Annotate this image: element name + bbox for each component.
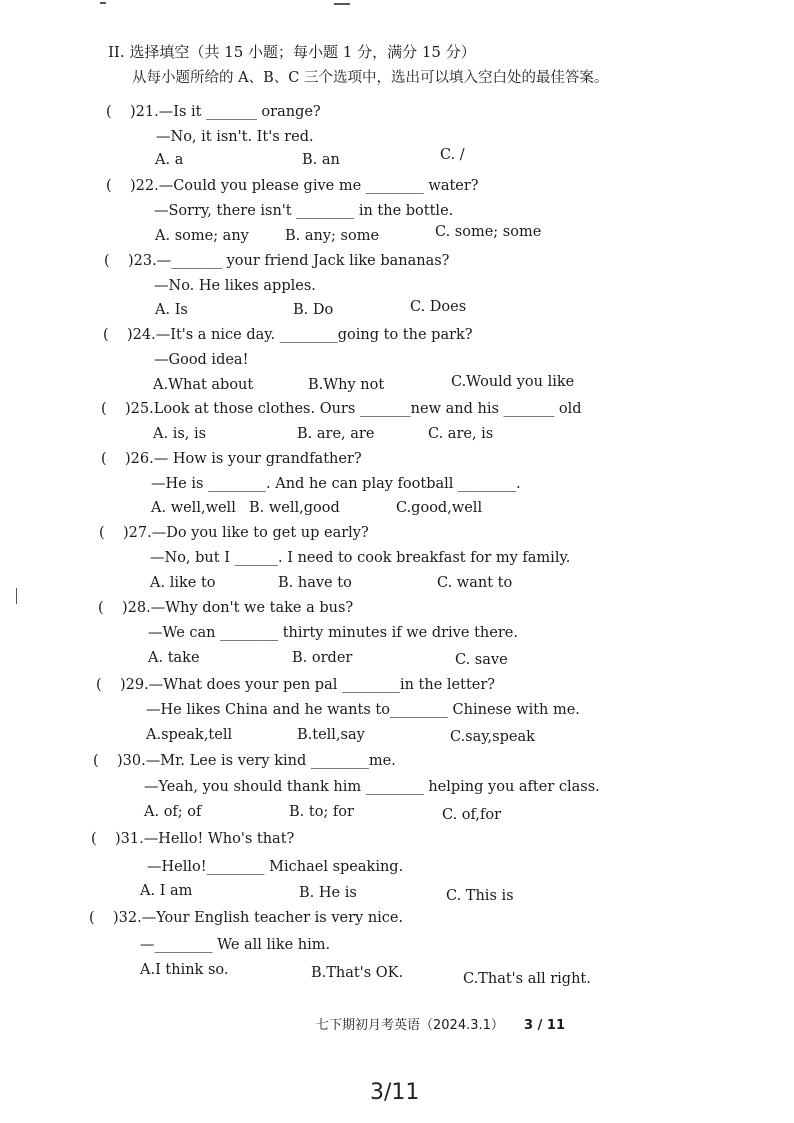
section-title: II. 选择填空（共 15 小题；每小题 1 分，满分 15 分） [108,43,476,61]
option-c[interactable]: C.good,well [396,500,483,516]
option-a[interactable]: A. I am [140,883,193,899]
question-29 [96,676,495,694]
option-b[interactable]: B. have to [278,575,352,591]
question-text: )32.—Your English teacher is very nice. [113,910,404,926]
response-31: —Hello!________ Michael speaking. [147,859,404,875]
option-c[interactable]: C. / [440,147,465,163]
question-23 [104,252,449,270]
option-c[interactable]: C.say,speak [450,729,535,745]
option-b[interactable]: B. Do [293,302,334,318]
question-30 [93,752,396,770]
question-text: )29.—What does your pen pal ________in the letter? [120,677,496,693]
question-27 [99,524,369,542]
option-b[interactable]: B. an [302,152,340,168]
question-24 [103,326,473,344]
option-b[interactable]: B. well,good [249,500,340,516]
question-text: )24.—It's a nice day. ________going to the park? [127,327,473,343]
question-31 [91,830,294,848]
response-29: —He likes China and he wants to________ Chinese with me. [146,702,580,718]
answer-paren[interactable]: ( [101,451,107,467]
question-text: )27.—Do you like to get up early? [123,525,369,541]
option-b[interactable]: B.tell,say [297,727,365,743]
answer-paren[interactable]: ( [91,831,97,847]
option-a[interactable]: A.I think so. [140,962,229,978]
answer-paren[interactable]: ( [101,401,107,417]
scan-mark [334,3,350,5]
option-b[interactable]: B.Why not [308,377,385,393]
page-indicator: 3/11 [370,1080,420,1105]
question-text: )25.Look at those clothes. Ours _______new and his _______ old [125,401,582,417]
exam-footer [316,1014,565,1033]
answer-paren[interactable]: ( [106,104,112,120]
option-c[interactable]: C. save [455,652,508,668]
answer-paren[interactable]: ( [98,600,104,616]
question-text: )23.—_______ your friend Jack like bananas? [128,253,450,269]
option-c[interactable]: C. some; some [435,224,542,240]
response-28: —We can ________ thirty minutes if we drive there. [148,625,518,641]
option-c[interactable]: C.Would you like [451,374,575,390]
option-c[interactable]: C. want to [437,575,513,591]
question-32 [89,909,403,927]
question-text: )22.—Could you please give me ________ water? [130,178,479,194]
question-26 [101,450,362,468]
response-30: —Yeah, you should thank him ________ helping you after class. [144,779,600,795]
option-c[interactable]: C. Does [410,299,467,315]
option-b[interactable]: B. any; some [285,228,380,244]
option-c[interactable]: C. are, is [428,426,494,442]
option-a[interactable]: A. well,well [151,500,236,516]
exam-name: 七下期初月考英语（2024.3.1） [316,1018,504,1033]
response-21: —No, it isn't. It's red. [156,129,314,145]
option-a[interactable]: A. like to [150,575,216,591]
option-b[interactable]: B. are, are [297,426,375,442]
question-text: )21.—Is it _______ orange? [130,104,321,120]
option-a[interactable]: A. is, is [153,426,207,442]
answer-paren[interactable]: ( [103,327,109,343]
question-21 [106,103,321,121]
scan-mark [100,2,106,4]
question-25 [101,400,582,418]
option-a[interactable]: A. a [155,152,184,168]
answer-paren[interactable]: ( [89,910,95,926]
answer-paren[interactable]: ( [104,253,110,269]
answer-paren[interactable]: ( [93,753,99,769]
answer-paren[interactable]: ( [99,525,105,541]
option-b[interactable]: B.That's OK. [311,965,404,981]
option-b[interactable]: B. He is [299,885,357,901]
response-22: —Sorry, there isn't ________ in the bottle. [154,203,454,219]
option-b[interactable]: B. order [292,650,353,666]
section-instruction: 从每小题所给的 A、B、C 三个选项中，选出可以填入空白处的最佳答案。 [132,70,609,86]
response-24: —Good idea! [154,352,249,368]
option-c[interactable]: C.That's all right. [463,971,591,987]
question-22 [106,177,479,195]
option-a[interactable]: A. Is [155,302,188,318]
question-text: )28.—Why don't we take a bus? [122,600,354,616]
response-32: —________ We all like him. [140,937,331,953]
answer-paren[interactable]: ( [106,178,112,194]
option-a[interactable]: A. some; any [155,228,249,244]
scan-mark [16,588,17,604]
option-c[interactable]: C. of,for [442,807,502,823]
answer-paren[interactable]: ( [96,677,102,693]
response-26: —He is ________. And he can play football ________. [151,476,521,492]
option-a[interactable]: A. take [148,650,200,666]
option-a[interactable]: A.What about [153,377,254,393]
option-c[interactable]: C. This is [446,888,514,904]
question-text: )30.—Mr. Lee is very kind ________me. [117,753,396,769]
question-text: )26.— How is your grandfather? [125,451,362,467]
footer-page: 3 / 11 [524,1018,565,1033]
option-a[interactable]: A. of; of [144,804,202,820]
option-b[interactable]: B. to; for [289,804,354,820]
option-a[interactable]: A.speak,tell [146,727,233,743]
response-23: —No. He likes apples. [154,278,316,294]
question-28 [98,599,353,617]
response-27: —No, but I ______. I need to cook breakfast for my family. [150,550,571,566]
question-text: )31.—Hello! Who's that? [115,831,295,847]
